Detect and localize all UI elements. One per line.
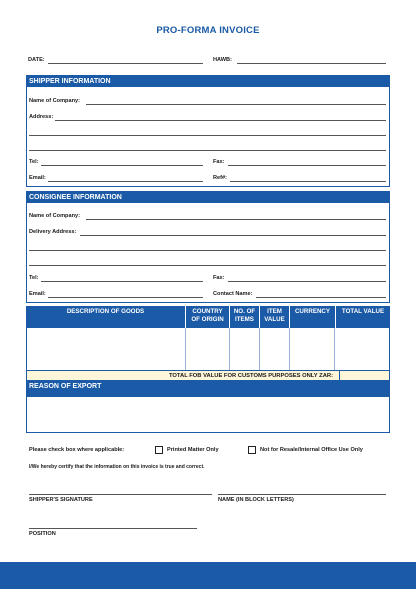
- date-field[interactable]: [48, 63, 203, 64]
- consignee-address-line-2[interactable]: [29, 250, 386, 251]
- shipper-address-field[interactable]: [55, 120, 386, 121]
- footer-bar: [0, 562, 416, 589]
- consignee-company-field[interactable]: [86, 219, 386, 220]
- shipper-email-label: Email:: [29, 175, 46, 181]
- page-title: PRO-FORMA INVOICE: [156, 25, 260, 36]
- checkbox-prompt: Please check box where applicable:: [29, 447, 125, 453]
- country-cell[interactable]: [186, 328, 230, 370]
- reason-of-export-field[interactable]: [26, 397, 390, 433]
- description-cell[interactable]: [27, 328, 186, 370]
- shipper-company-field[interactable]: [86, 104, 386, 105]
- column-item-value: ITEM VALUE: [260, 306, 290, 328]
- goods-table-header: [26, 306, 390, 328]
- consignee-address-line-3[interactable]: [29, 265, 386, 266]
- consignee-section: [26, 191, 390, 303]
- consignee-fax-field[interactable]: [228, 281, 386, 282]
- certification-text: I/We hereby certify that the information on this invoice is true and correct.: [29, 464, 205, 470]
- consignee-fax-label: Fax:: [213, 275, 225, 281]
- shipper-signature-label: SHIPPER'S SIGNATURE: [29, 497, 93, 503]
- printed-matter-checkbox[interactable]: [155, 446, 163, 454]
- not-for-resale-label: Not for Resale/Internal Office Use Only: [260, 447, 363, 453]
- shipper-ref-field[interactable]: [230, 181, 386, 182]
- consignee-tel-label: Tel:: [29, 275, 39, 281]
- fob-total-row: [26, 370, 390, 381]
- column-country-of-origin: COUNTRY OF ORIGIN: [186, 306, 230, 328]
- consignee-email-label: Email:: [29, 291, 46, 297]
- consignee-contact-label: Contact Name:: [213, 291, 253, 297]
- date-label: DATE:: [28, 57, 45, 63]
- not-for-resale-checkbox[interactable]: [248, 446, 256, 454]
- fob-total-label: TOTAL FOB VALUE FOR CUSTOMS PURPOSES ONLY ZAR:: [168, 373, 333, 379]
- shipper-address-line-2[interactable]: [29, 135, 386, 136]
- shipper-company-label: Name of Company:: [29, 98, 80, 104]
- printed-matter-label: Printed Matter Only: [167, 447, 219, 453]
- shipper-heading: SHIPPER INFORMATION: [26, 75, 390, 87]
- shipper-address-line-3[interactable]: [29, 150, 386, 151]
- consignee-tel-field[interactable]: [41, 281, 203, 282]
- consignee-email-field[interactable]: [48, 297, 203, 298]
- shipper-ref-label: Ref#:: [213, 175, 227, 181]
- hawb-field[interactable]: [237, 63, 386, 64]
- name-block-field[interactable]: [218, 494, 386, 495]
- shipper-section: [26, 75, 390, 187]
- shipper-tel-label: Tel:: [29, 159, 39, 165]
- items-cell[interactable]: [230, 328, 260, 370]
- item-value-cell[interactable]: [260, 328, 290, 370]
- column-total-value: TOTAL VALUE: [341, 308, 385, 315]
- shipper-fax-label: Fax:: [213, 159, 225, 165]
- fob-total-field[interactable]: [339, 371, 389, 380]
- consignee-heading: CONSIGNEE INFORMATION: [26, 191, 390, 203]
- consignee-contact-field[interactable]: [256, 297, 386, 298]
- position-label: POSITION: [29, 531, 56, 537]
- goods-table-body: [26, 328, 390, 370]
- consignee-address-label: Delivery Address:: [29, 229, 77, 235]
- hawb-label: HAWB:: [213, 57, 232, 63]
- shipper-signature-field[interactable]: [29, 494, 212, 495]
- position-field[interactable]: [29, 528, 197, 529]
- shipper-address-label: Address:: [29, 114, 54, 120]
- reason-of-export-heading: REASON OF EXPORT: [26, 381, 390, 397]
- currency-cell[interactable]: [290, 328, 336, 370]
- shipper-email-field[interactable]: [48, 181, 203, 182]
- column-no-of-items: NO. OF ITEMS: [230, 306, 260, 328]
- shipper-fax-field[interactable]: [228, 165, 386, 166]
- consignee-address-field[interactable]: [80, 235, 386, 236]
- consignee-company-label: Name of Company:: [29, 213, 80, 219]
- total-value-cell[interactable]: [335, 328, 389, 370]
- name-block-label: NAME (IN BLOCK LETTERS): [218, 497, 294, 503]
- column-currency: CURRENCY: [290, 306, 336, 328]
- column-description: DESCRIPTION OF GOODS: [26, 306, 186, 328]
- shipper-tel-field[interactable]: [41, 165, 203, 166]
